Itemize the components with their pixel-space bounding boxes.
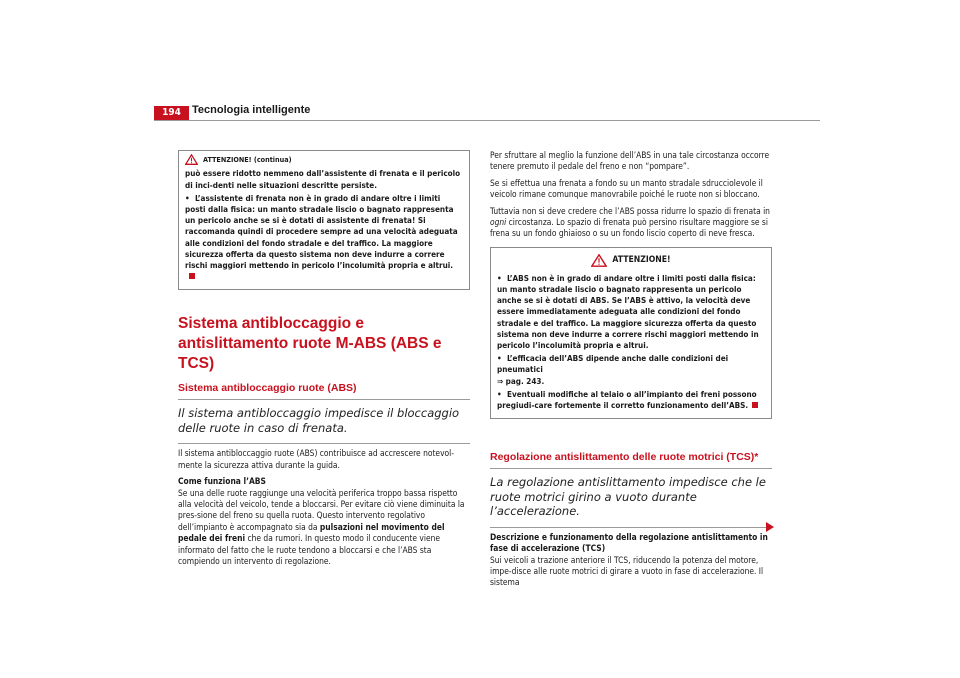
bullet-icon: • xyxy=(497,353,502,364)
warning-text: può essere ridotto nemmeno dall’assistente di frenata e il pericolo di inci-denti nelle situazioni descritte persiste. xyxy=(185,168,461,190)
warning-triangle-icon xyxy=(185,154,198,165)
text-run: Tuttavia non si deve credere che l’ABS possa ridurre lo spazio di frenata in xyxy=(490,205,770,216)
text-run: Se una delle ruote raggiunge una velocità periferica troppo bassa rispetto alla velocità del veicolo, tende a bloccarsi. Per evitare ciò viene diminuita la pres-sione del freno su quella ruota. Questo intervento regolativo dell’impianto è accompagnato sia da xyxy=(178,487,465,532)
lead-divider xyxy=(490,527,772,528)
header-divider xyxy=(154,120,820,121)
end-of-section-icon xyxy=(189,273,195,279)
warning-title: ATTENZIONE! (continua) xyxy=(203,155,292,164)
emphasis-text: pulsazioni nel movimento del pedale dei freni xyxy=(178,521,445,544)
lead-text: Il sistema antibloccaggio impedisce il bloccaggio delle ruote in caso di frenata. xyxy=(178,406,460,435)
body-paragraph: Se si effettua una frenata a fondo su un manto stradale sdrucciolevole il veicolo rimane comunque manovrabile poiché le ruote non si bloccano. xyxy=(490,177,763,200)
lead-divider xyxy=(178,443,470,444)
paragraph-heading: Descrizione e funzionamento della regolazione antislittamento in fase di accelerazione (TCS) xyxy=(490,531,768,554)
text-run: circostanza. Lo spazio di frenata può persino risultare maggiore se si frena su un fondo ghiaioso o su un fondo liscio coperto di neve fresca. xyxy=(490,217,768,239)
warning-bullet xyxy=(185,193,463,283)
subsection-title: Regolazione antislittamento delle ruote motrici (TCS)* xyxy=(490,451,772,469)
emphasis-text: ogni xyxy=(490,217,507,228)
body-paragraph: Il sistema antibloccaggio ruote (ABS) contribuisce ad accrescere notevol-mente la sicurezza attiva durante la guida. xyxy=(178,448,454,470)
warning-bullet-text: L’efficacia dell’ABS dipende anche dalle condizioni dei pneumatici xyxy=(497,353,729,375)
section-title: Sistema antibloccaggio e antislittamento ruote M-ABS (ABS e TCS) xyxy=(178,315,442,373)
body-paragraph: Per sfruttare al meglio la funzione dell’ABS in una tale circostanza occorre tenere premuto il pedale del freno e non “pompare”. xyxy=(490,150,770,172)
page-number: 194 xyxy=(154,106,189,120)
warning-header xyxy=(185,154,463,165)
warning-bullet xyxy=(497,389,765,411)
warning-bullet-text: L’ABS non è in grado di andare oltre i limiti posti dalla fisica: un manto stradale liscio o bagnato rappresenta un pericolo anche se si è dotati di ABS. Se l’ABS è attivo, la velocità deve essere immediatamente adeguata alle condizioni del fondo stradale e del traffico. La maggiore sicurezza offerta da questo sistema non deve indurre a correre rischi maggiori mettendo in pericolo l’incolumità propria e altrui. xyxy=(497,272,759,351)
paragraph-heading: Come funziona l’ABS xyxy=(178,476,266,487)
page-reference-link[interactable]: ⇒ pag. 243. xyxy=(497,375,545,386)
bullet-icon: • xyxy=(497,272,502,283)
warning-bullet xyxy=(497,353,765,387)
right-column xyxy=(490,150,772,594)
lead-text: La regolazione antislittamento impedisce che le ruote motrici girino a vuoto durante l’accelerazione. xyxy=(490,475,766,519)
body-paragraph xyxy=(178,488,470,568)
body-paragraph xyxy=(490,206,772,240)
warning-title: ATTENZIONE! xyxy=(612,254,671,265)
warning-bullet xyxy=(497,273,765,351)
text-run: che da rumori. In questo modo il conducente viene informato del fatto che le ruote tendono a bloccarsi e che l’ABS sta compiendo un intervento di regolazione. xyxy=(178,533,441,567)
end-of-section-icon xyxy=(752,402,758,408)
warning-bullet-text: Eventuali modifiche al telaio o all’impianto dei freni possono pregiudi-care fortemente il corretto funzionamento dell’ABS. xyxy=(497,388,757,411)
next-page-arrow-icon xyxy=(766,522,774,532)
subsection-title: Sistema antibloccaggio ruote (ABS) xyxy=(178,382,470,400)
warning-bullet-text: L’assistente di frenata non è in grado di andare oltre i limiti posti dalla fisica: un manto stradale liscio o bagnato rappresenta un pericolo anche se si è dotati di assistente di frenata! Si raccomanda quindi di procedere sempre ad una velocità adeguata alle condizioni del fondo stradale e del traffico. La maggiore sicurezza offerta da questo sistema non deve indurre a correre rischi maggiori mettendo in pericolo l’incolumità propria e altrui. xyxy=(185,192,458,271)
body-paragraph: Sui veicoli a trazione anteriore il TCS, riducendo la potenza del motore, impe-disce alle ruote motrici di girare a vuoto in fase di accelerazione. Il sistema xyxy=(490,554,764,588)
left-column xyxy=(178,150,470,573)
warning-box xyxy=(490,247,772,419)
bullet-icon: • xyxy=(185,192,190,203)
bullet-icon: • xyxy=(497,388,502,399)
warning-triangle-icon xyxy=(591,254,607,267)
warning-box-continued xyxy=(178,150,470,290)
warning-header xyxy=(497,254,765,267)
running-header-title: Tecnologia intelligente xyxy=(192,104,311,116)
